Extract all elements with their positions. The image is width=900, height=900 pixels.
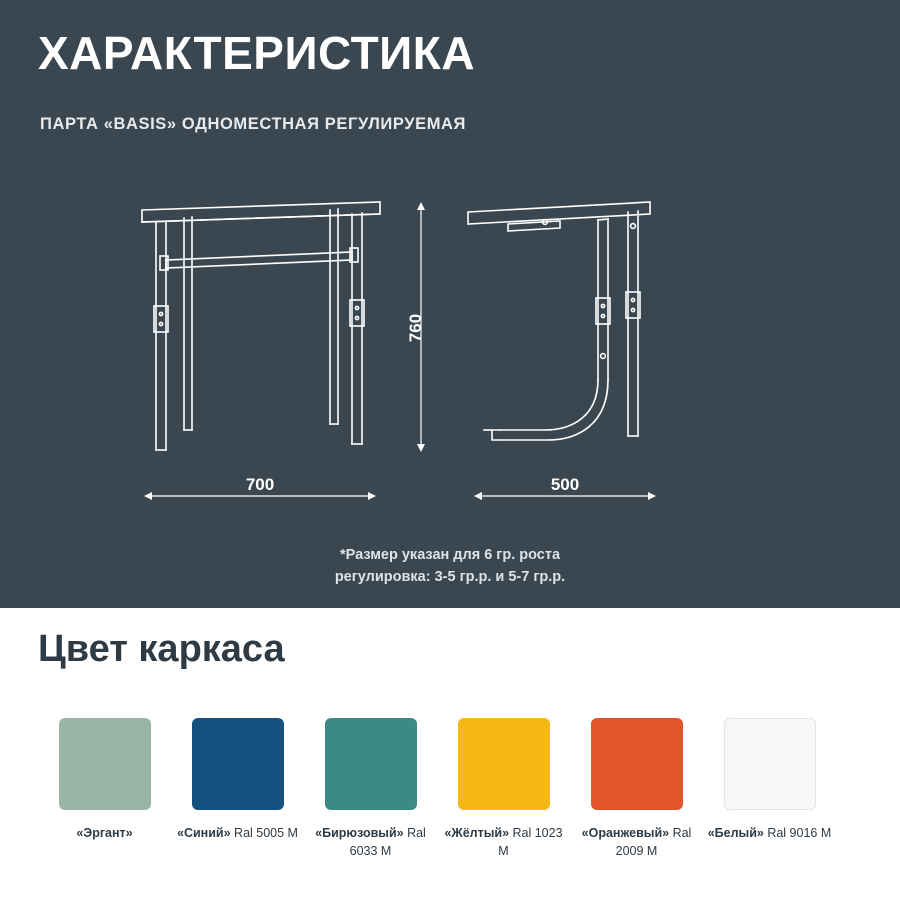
color-swatch-name: «Оранжевый» — [581, 826, 670, 840]
color-swatch-name: «Бирюзовый» — [315, 826, 404, 840]
desk-drawing-svg — [0, 180, 900, 540]
color-swatch-caption — [42, 824, 167, 842]
color-swatch-chip[interactable] — [325, 718, 417, 810]
color-swatch-item[interactable] — [703, 718, 836, 860]
color-swatch-caption — [574, 824, 699, 860]
footnote-line-1: *Размер указан для 6 гр. роста — [339, 547, 561, 563]
color-swatch-caption — [175, 824, 300, 842]
color-swatch-chip[interactable] — [59, 718, 151, 810]
color-swatch-item[interactable] — [304, 718, 437, 860]
frame-color-section — [0, 608, 900, 900]
color-swatch-item[interactable] — [437, 718, 570, 860]
color-swatch-code: Ral 2009 М — [615, 826, 692, 859]
color-swatch-chip[interactable] — [591, 718, 683, 810]
color-swatch-code: Ral 9016 М — [763, 826, 832, 840]
color-swatch-code: Ral 1023 М — [498, 826, 563, 859]
technical-drawing — [0, 180, 900, 540]
color-swatch-name: «Жёлтый» — [444, 826, 510, 840]
color-swatch-code: Ral 6033 М — [349, 826, 426, 859]
footnote — [0, 545, 900, 589]
color-swatch-caption — [308, 824, 433, 860]
color-swatch-code: Ral 5005 М — [230, 826, 298, 840]
color-swatch-row — [38, 718, 868, 860]
product-subtitle: ПАРТА «BASIS» ОДНОМЕСТНАЯ РЕГУЛИРУЕМАЯ — [40, 115, 467, 133]
color-swatch-name: «Белый» — [707, 826, 764, 840]
color-section-title: Цвет каркаса — [38, 628, 285, 670]
dimension-width-label: 700 — [245, 475, 275, 494]
color-swatch-item[interactable] — [570, 718, 703, 860]
color-swatch-chip[interactable] — [192, 718, 284, 810]
dimension-depth-label: 500 — [550, 475, 580, 494]
color-swatch-caption — [441, 824, 566, 860]
color-swatch-chip[interactable] — [458, 718, 550, 810]
footnote-line-2: регулировка: 3-5 гр.р. и 5-7 гр.р. — [334, 568, 566, 585]
dimension-height-label: 760 — [406, 313, 425, 343]
color-swatch-name: «Эргант» — [76, 826, 133, 840]
page-title: ХАРАКТЕРИСТИКА — [38, 27, 476, 79]
color-swatch-chip[interactable] — [724, 718, 816, 810]
color-swatch-caption — [707, 824, 832, 842]
color-swatch-name: «Синий» — [177, 826, 231, 840]
color-swatch-item[interactable] — [171, 718, 304, 860]
color-swatch-item[interactable] — [38, 718, 171, 860]
